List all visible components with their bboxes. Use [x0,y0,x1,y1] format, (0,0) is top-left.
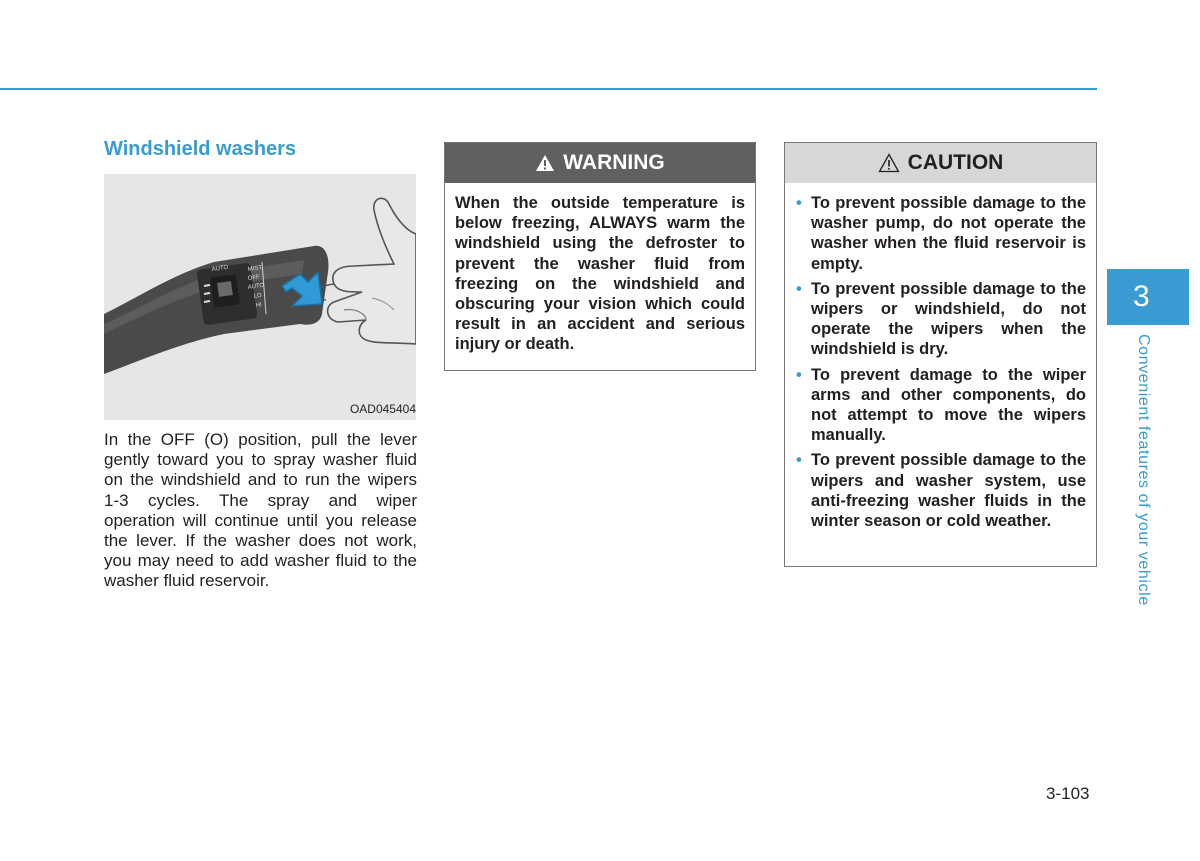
section-heading: Windshield washers [104,138,297,160]
lever-label-auto: AUTO [247,282,265,291]
lever-label-hi: HI [255,302,263,309]
figure-code: OAD045404 [349,402,416,416]
lever-label-auto-top: AUTO [211,264,229,273]
caution-item [795,450,1086,531]
lever-label-off: OFF [247,274,261,282]
warning-text: When the outside temperature is below freezing, ALWAYS warm the windshield using the defroster to prevent the washer fluid from freezing on the windshield and obscuring your vision which could result in an accident and serious injury or death. [455,194,745,354]
caution-item [795,193,1086,274]
caution-list [795,193,1086,531]
warning-triangle-icon [535,154,555,172]
lever-label-lo: LO [253,292,263,300]
body-paragraph: In the OFF (O) position, pull the lever gently toward you to spray washer fluid on the windshield and to run the wipers 1-3 cycles. The spray and wiper operation will continue until you release the lever. If the washer does not work, you may need to add washer fluid to the washer fluid reservoir. [104,430,417,591]
warning-box [444,142,756,371]
warning-title: WARNING [563,151,665,174]
chapter-tab: 3 [1107,269,1189,325]
caution-item [795,365,1086,446]
bullet-icon: • [796,194,802,212]
caution-item-text: To prevent possible damage to the washer pump, do not operate the washer when the fluid reservoir is empty. [811,194,1086,273]
chapter-title: Convenient features of your vehicle [1135,334,1152,606]
page-number: 3-103 [1046,784,1090,803]
caution-body [785,183,1096,531]
warning-header [445,143,755,183]
caution-box [784,142,1097,567]
bullet-icon: • [796,451,802,470]
lever-label-mist: MIST [247,265,263,273]
caution-triangle-icon [878,153,900,173]
wiper-lever-figure [104,174,416,420]
caution-item-text: To prevent damage to the wiper arms and other components, do not attempt to move the wipers manually. [811,365,1086,445]
top-rule [0,88,1097,90]
wiper-lever-illustration [104,174,416,420]
caution-title: CAUTION [907,151,1004,174]
caution-header [785,143,1096,183]
caution-item-text: To prevent possible damage to the wipers or windshield, do not operate the wipers when the windshield is dry. [811,279,1086,359]
caution-item [795,279,1086,360]
bullet-icon: • [796,279,802,298]
caution-item-text: To prevent possible damage to the wipers and washer system, use anti-freezing washer fluids in the winter season or cold weather. [811,451,1086,531]
bullet-icon: • [796,365,802,384]
